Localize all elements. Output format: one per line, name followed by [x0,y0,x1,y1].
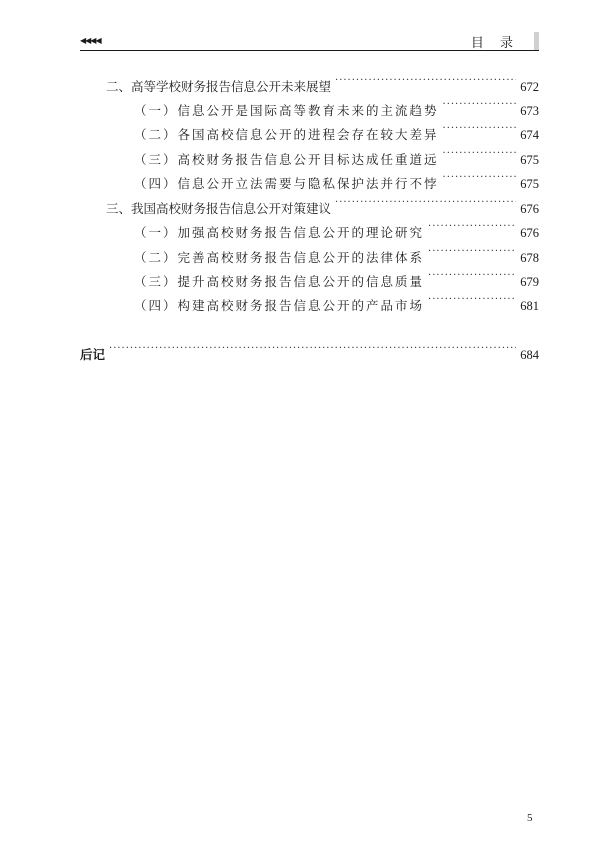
page-number: 5 [527,812,533,824]
toc-leader-dots [428,223,516,237]
toc-entry-page: 674 [520,128,539,142]
toc-entry-3-3[interactable] [134,272,539,290]
header-rule [80,50,539,51]
toc-leader-dots [428,272,516,286]
header-title: 目 录 [470,36,519,51]
toc-leader-dots [443,174,517,188]
toc-entry-section-2[interactable] [106,77,539,95]
back-arrows-icon: ◀◀◀◀ [80,36,101,45]
toc-entry-page: 679 [520,275,539,289]
toc-leader-dots [335,77,516,91]
toc-entry-title: （四）构建高校财务报告信息公开的产品市场 [134,298,425,313]
toc-entry-section-3[interactable] [106,199,539,217]
toc-entry-page: 676 [520,202,539,216]
toc-entry-page: 675 [520,177,539,191]
toc-entry-afterword[interactable] [80,345,539,363]
running-header [80,32,539,52]
toc-entry-title: 二、高等学校财务报告信息公开未来展望 [106,79,332,94]
toc-entry-page: 672 [520,80,539,94]
toc-entry-title: （三）提升高校财务报告信息公开的信息质量 [134,274,425,289]
toc-entry-2-4[interactable] [134,174,539,192]
toc-entry-2-3[interactable] [134,150,539,168]
toc-entry-title: （四）信息公开立法需要与隐私保护法并行不悖 [134,176,439,191]
toc-entry-2-2[interactable] [134,125,539,143]
toc-leader-dots [428,296,516,310]
toc-leader-dots [443,101,517,115]
toc-leader-dots [428,248,516,262]
header-tab-bar [534,32,539,50]
toc-leader-dots [443,125,517,139]
toc-entry-page: 684 [520,348,539,362]
toc-leader-dots [109,345,516,359]
toc-entry-title: 三、我国高校财务报告信息公开对策建议 [106,201,332,216]
toc-entry-title: （二）完善高校财务报告信息公开的法律体系 [134,250,425,265]
toc-entry-title: （三）高校财务报告信息公开目标达成任重道远 [134,152,439,167]
toc-entry-title: （一）信息公开是国际高等教育未来的主流趋势 [134,103,439,118]
toc-leader-dots [443,150,517,164]
toc-entry-title: （二）各国高校信息公开的进程会存在较大差异 [134,127,439,142]
toc-entry-title: （一）加强高校财务报告信息公开的理论研究 [134,225,425,240]
toc-entry-page: 675 [520,153,539,167]
toc-entry-page: 673 [520,104,539,118]
toc-entry-3-1[interactable] [134,223,539,241]
toc-entry-page: 676 [520,226,539,240]
toc-entry-page: 681 [520,299,539,313]
toc-entry-page: 678 [520,251,539,265]
toc-entry-title: 后记 [80,347,106,362]
toc-entry-3-2[interactable] [134,248,539,266]
toc-entry-2-1[interactable] [134,101,539,119]
toc-entry-3-4[interactable] [134,296,539,314]
toc-leader-dots [335,199,516,213]
